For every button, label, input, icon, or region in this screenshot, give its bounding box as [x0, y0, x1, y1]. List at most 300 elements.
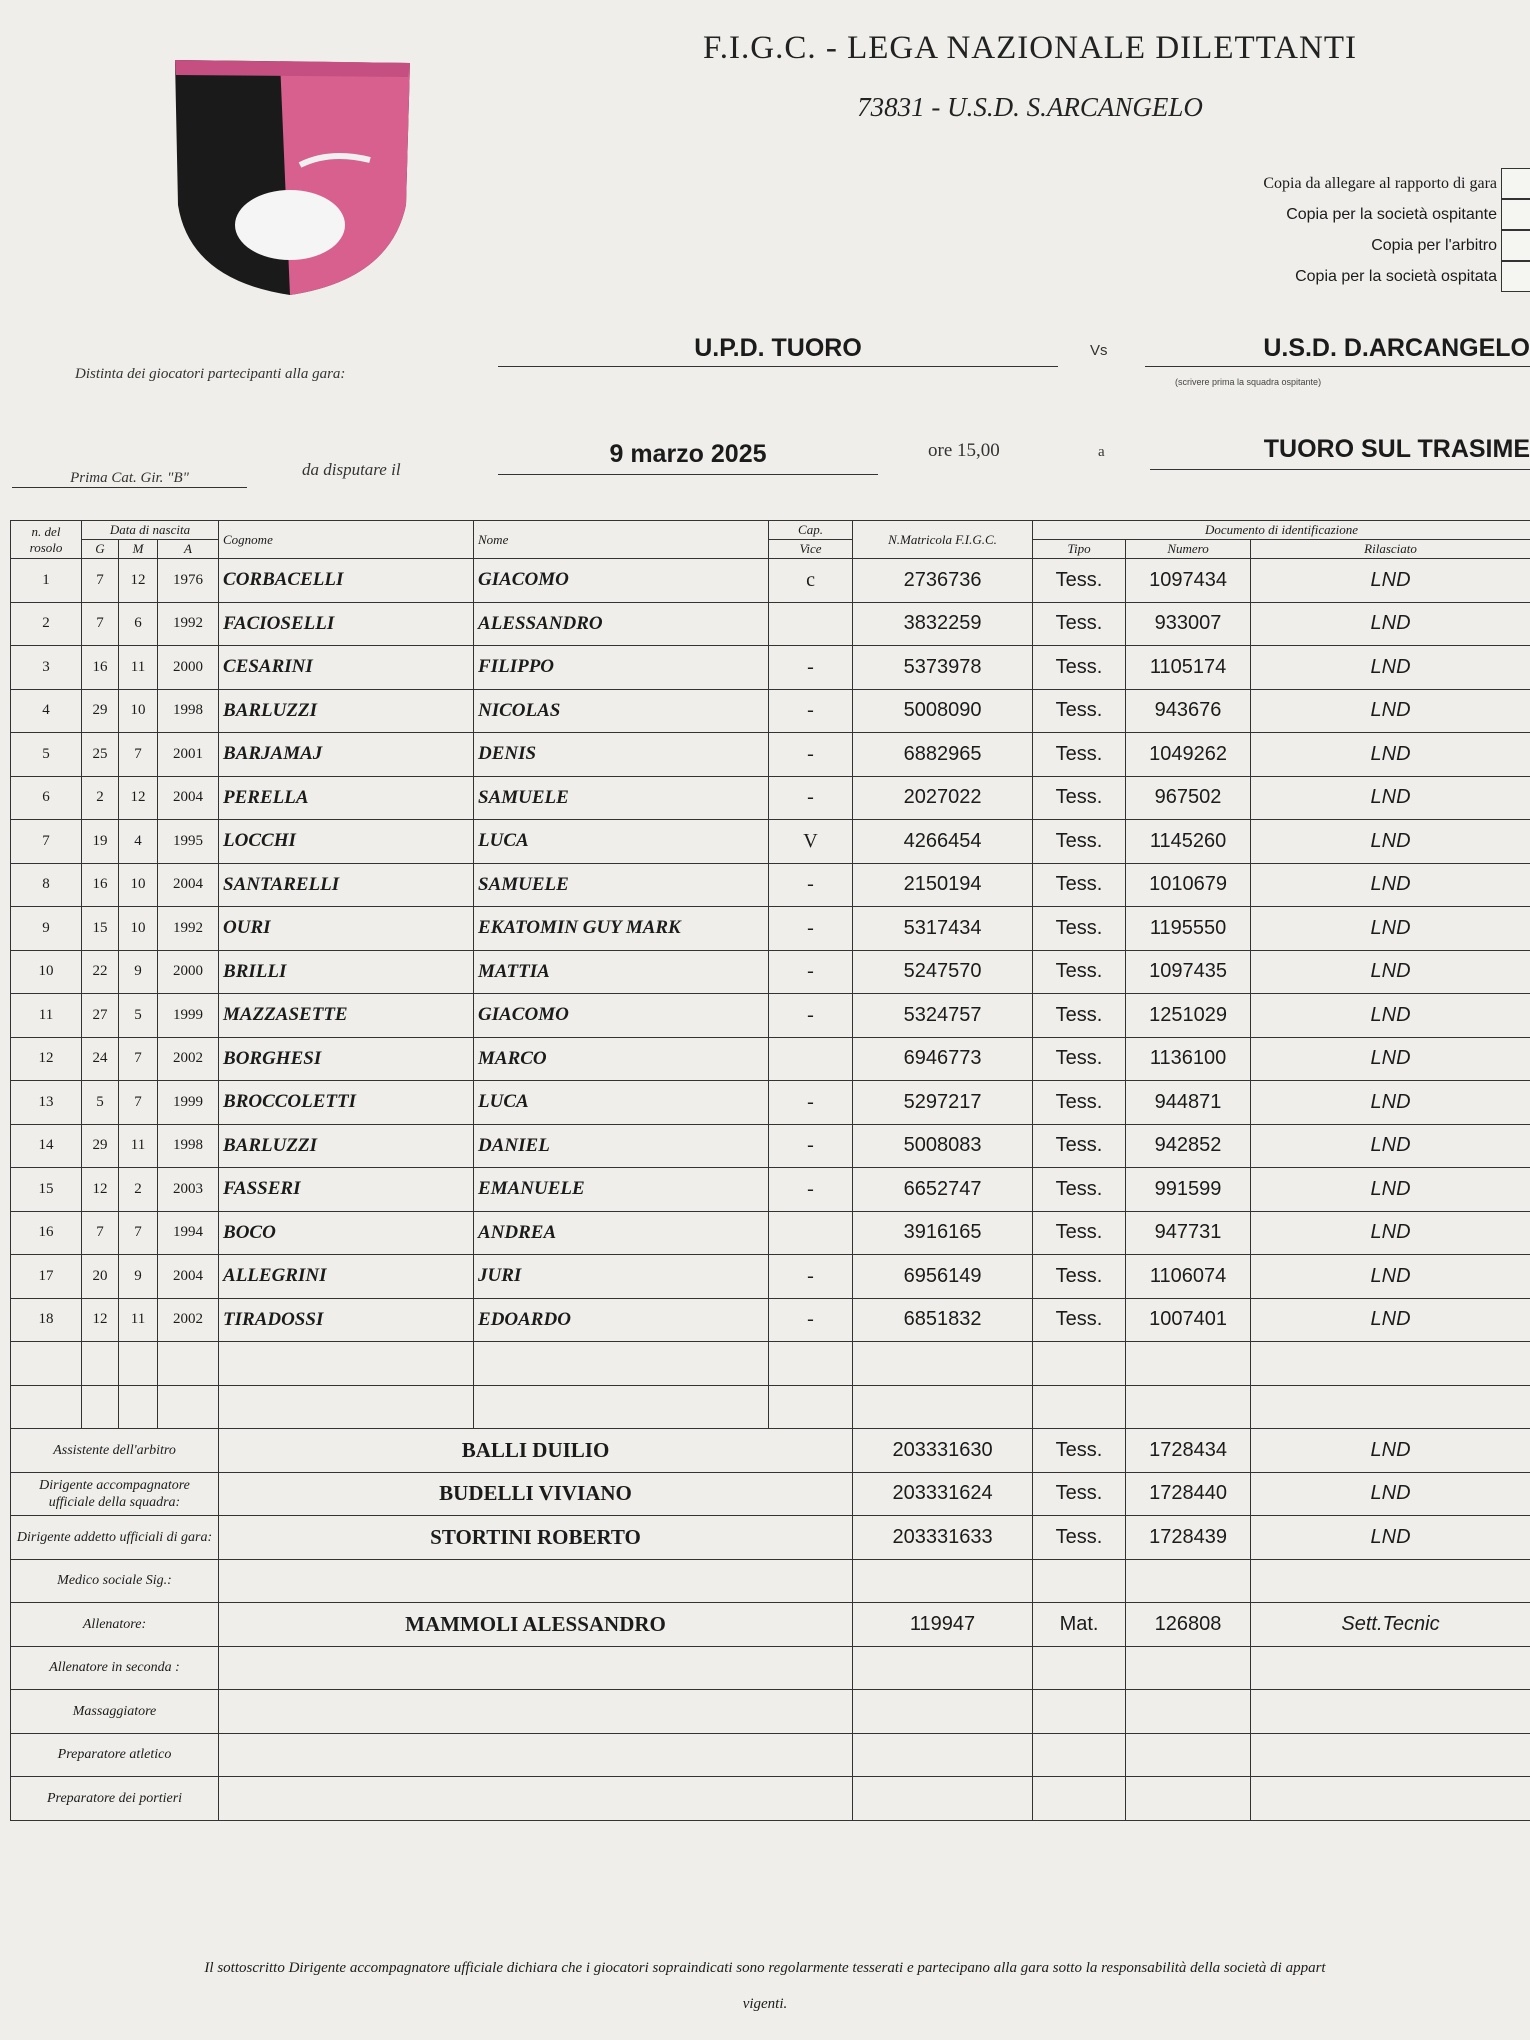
doc-issuer: LND: [1251, 1037, 1530, 1081]
table-row: [11, 559, 1530, 603]
club-logo: [170, 55, 415, 300]
player-number: 9: [11, 907, 82, 951]
player-name: MARCO: [474, 1037, 769, 1081]
col-header-numero: Numero: [1126, 540, 1251, 559]
player-surname: [219, 1342, 474, 1386]
birth-year: [158, 1385, 219, 1429]
birth-day: 5: [82, 1081, 119, 1125]
player-surname: MAZZASETTE: [219, 994, 474, 1038]
staff-role: Dirigente addetto ufficiali di gara:: [11, 1516, 219, 1560]
staff-name: [219, 1559, 853, 1603]
birth-month: 2: [119, 1168, 158, 1212]
doc-type: Tess.: [1033, 1298, 1126, 1342]
player-matricola: 6851832: [853, 1298, 1033, 1342]
birth-month: 11: [119, 646, 158, 690]
document-title: F.I.G.C. - LEGA NAZIONALE DILETTANTI: [703, 30, 1357, 66]
doc-type: Tess.: [1033, 863, 1126, 907]
birth-year: 2004: [158, 776, 219, 820]
at-label: a: [1098, 444, 1105, 460]
doc-number: 947731: [1126, 1211, 1251, 1255]
captain-mark: -: [769, 646, 853, 690]
player-name: SAMUELE: [474, 863, 769, 907]
staff-role: Medico sociale Sig.:: [11, 1559, 219, 1603]
captain-mark: -: [769, 1168, 853, 1212]
doc-type: Tess.: [1033, 1211, 1126, 1255]
player-number: 18: [11, 1298, 82, 1342]
player-surname: BOCO: [219, 1211, 474, 1255]
birth-month: 12: [119, 559, 158, 603]
doc-type: Tess.: [1033, 559, 1126, 603]
home-team: U.P.D. TUORO: [498, 334, 1058, 367]
staff-matricola: [853, 1690, 1033, 1734]
birth-year: 1998: [158, 1124, 219, 1168]
declaration: [0, 1950, 1530, 2022]
player-matricola: 3832259: [853, 602, 1033, 646]
player-surname: FASSERI: [219, 1168, 474, 1212]
staff-name: [219, 1777, 853, 1821]
col-header-m: M: [119, 540, 158, 559]
player-matricola: 5297217: [853, 1081, 1033, 1125]
table-row: [11, 1211, 1530, 1255]
col-header-tipo: Tipo: [1033, 540, 1126, 559]
player-matricola: 2027022: [853, 776, 1033, 820]
birth-month: 7: [119, 1037, 158, 1081]
birth-year: 2002: [158, 1298, 219, 1342]
doc-issuer: LND: [1251, 1298, 1530, 1342]
player-number: 7: [11, 820, 82, 864]
doc-number: 967502: [1126, 776, 1251, 820]
table-row: [11, 602, 1530, 646]
col-header-surname: Cognome: [219, 521, 474, 559]
birth-day: 25: [82, 733, 119, 777]
doc-issuer: LND: [1251, 1124, 1530, 1168]
player-number: 8: [11, 863, 82, 907]
player-matricola: 5008090: [853, 689, 1033, 733]
birth-year: 1992: [158, 907, 219, 951]
player-matricola: [853, 1385, 1033, 1429]
doc-issuer: LND: [1251, 863, 1530, 907]
player-number: [11, 1342, 82, 1386]
player-surname: LOCCHI: [219, 820, 474, 864]
birth-month: 10: [119, 689, 158, 733]
birth-month: 12: [119, 776, 158, 820]
player-number: 11: [11, 994, 82, 1038]
player-surname: ALLEGRINI: [219, 1255, 474, 1299]
birth-day: 12: [82, 1298, 119, 1342]
captain-mark: [769, 1385, 853, 1429]
col-header-birth: Data di nascita: [82, 521, 219, 540]
match-date: 9 marzo 2025: [498, 440, 878, 475]
col-header-doc: Documento di identificazione: [1033, 521, 1530, 540]
captain-mark: -: [769, 994, 853, 1038]
captain-mark: -: [769, 1081, 853, 1125]
doc-issuer: LND: [1251, 820, 1530, 864]
captain-mark: [769, 1342, 853, 1386]
player-number: 15: [11, 1168, 82, 1212]
copy-option: Copia per la società ospitata: [1110, 261, 1530, 292]
staff-doc-type: [1033, 1690, 1126, 1734]
player-number: 5: [11, 733, 82, 777]
teams-note: (scrivere prima la squadra ospitante): [1175, 377, 1322, 387]
staff-doc-number: [1126, 1559, 1251, 1603]
player-number: 12: [11, 1037, 82, 1081]
player-number: 4: [11, 689, 82, 733]
player-name: DANIEL: [474, 1124, 769, 1168]
player-name: NICOLAS: [474, 689, 769, 733]
birth-day: 22: [82, 950, 119, 994]
table-row: [11, 994, 1530, 1038]
doc-type: Tess.: [1033, 1124, 1126, 1168]
staff-doc-type: [1033, 1777, 1126, 1821]
birth-day: 16: [82, 646, 119, 690]
staff-doc-number: [1126, 1646, 1251, 1690]
staff-doc-issuer: [1251, 1559, 1530, 1603]
doc-type: Tess.: [1033, 733, 1126, 777]
staff-name: BALLI DUILIO: [219, 1429, 853, 1473]
table-row: [11, 1124, 1530, 1168]
copy-checkbox[interactable]: [1501, 261, 1530, 292]
table-row: [11, 1037, 1530, 1081]
doc-number: 1195550: [1126, 907, 1251, 951]
col-header-name: Nome: [474, 521, 769, 559]
staff-role: Preparatore dei portieri: [11, 1777, 219, 1821]
birth-day: 15: [82, 907, 119, 951]
copy-option: Copia da allegare al rapporto di gara: [1110, 168, 1530, 199]
table-row: [11, 1081, 1530, 1125]
player-surname: BRILLI: [219, 950, 474, 994]
col-header-cap: Cap.: [769, 521, 853, 540]
doc-type: Tess.: [1033, 1255, 1126, 1299]
birth-day: 29: [82, 1124, 119, 1168]
doc-number: 943676: [1126, 689, 1251, 733]
doc-issuer: LND: [1251, 1255, 1530, 1299]
doc-issuer: LND: [1251, 602, 1530, 646]
doc-type: Tess.: [1033, 950, 1126, 994]
player-matricola: 3916165: [853, 1211, 1033, 1255]
player-name: [474, 1342, 769, 1386]
player-name: ALESSANDRO: [474, 602, 769, 646]
match-time: ore 15,00: [928, 440, 1000, 461]
col-header-matricola: N.Matricola F.I.G.C.: [853, 521, 1033, 559]
doc-number: 1136100: [1126, 1037, 1251, 1081]
doc-number: [1126, 1385, 1251, 1429]
staff-doc-issuer: LND: [1251, 1429, 1530, 1473]
doc-issuer: LND: [1251, 907, 1530, 951]
table-row: [11, 1385, 1530, 1429]
player-name: [474, 1385, 769, 1429]
col-header-a: A: [158, 540, 219, 559]
player-number: 3: [11, 646, 82, 690]
birth-month: 9: [119, 950, 158, 994]
player-name: EKATOMIN GUY MARK: [474, 907, 769, 951]
player-name: GIACOMO: [474, 994, 769, 1038]
captain-mark: -: [769, 689, 853, 733]
staff-doc-issuer: [1251, 1690, 1530, 1734]
player-matricola: 4266454: [853, 820, 1033, 864]
staff-doc-type: [1033, 1733, 1126, 1777]
doc-issuer: LND: [1251, 994, 1530, 1038]
player-name: EDOARDO: [474, 1298, 769, 1342]
staff-name: BUDELLI VIVIANO: [219, 1472, 853, 1516]
staff-matricola: [853, 1777, 1033, 1821]
staff-doc-number: 1728434: [1126, 1429, 1251, 1473]
player-matricola: 5317434: [853, 907, 1033, 951]
birth-day: [82, 1342, 119, 1386]
table-row: [11, 689, 1530, 733]
table-row: [11, 950, 1530, 994]
player-name: ANDREA: [474, 1211, 769, 1255]
captain-mark: -: [769, 733, 853, 777]
birth-day: 7: [82, 602, 119, 646]
birth-day: 2: [82, 776, 119, 820]
player-surname: BROCCOLETTI: [219, 1081, 474, 1125]
staff-name: [219, 1690, 853, 1734]
staff-matricola: [853, 1559, 1033, 1603]
birth-year: 1999: [158, 994, 219, 1038]
player-name: LUCA: [474, 820, 769, 864]
captain-mark: [769, 602, 853, 646]
staff-doc-number: 126808: [1126, 1603, 1251, 1647]
declaration-text: Il sottoscritto Dirigente accompagnatore ufficiale dichiara che i giocatori sopraindicati sono regolarmente tesserati e partecipano alla gara sotto la responsabilità della società di appart: [204, 1960, 1326, 1976]
captain-mark: V: [769, 820, 853, 864]
player-name: EMANUELE: [474, 1168, 769, 1212]
staff-role: Dirigente accompagnatore ufficiale della squadra:: [11, 1472, 219, 1516]
birth-day: 16: [82, 863, 119, 907]
birth-day: 19: [82, 820, 119, 864]
player-surname: CESARINI: [219, 646, 474, 690]
doc-issuer: LND: [1251, 1211, 1530, 1255]
doc-type: Tess.: [1033, 820, 1126, 864]
doc-number: 1251029: [1126, 994, 1251, 1038]
date-label: da disputare il: [302, 460, 401, 479]
table-row: [11, 1168, 1530, 1212]
birth-year: 2000: [158, 646, 219, 690]
player-surname: OURI: [219, 907, 474, 951]
player-matricola: 5008083: [853, 1124, 1033, 1168]
copy-option: Copia per l'arbitro: [1110, 230, 1530, 261]
staff-doc-number: [1126, 1733, 1251, 1777]
staff-row: [11, 1603, 1530, 1647]
birth-year: 1998: [158, 689, 219, 733]
doc-type: Tess.: [1033, 689, 1126, 733]
player-number: 16: [11, 1211, 82, 1255]
doc-number: 942852: [1126, 1124, 1251, 1168]
doc-number: 1145260: [1126, 820, 1251, 864]
player-matricola: 2150194: [853, 863, 1033, 907]
copy-checkbox[interactable]: [1501, 230, 1530, 261]
staff-name: STORTINI ROBERTO: [219, 1516, 853, 1560]
table-row: [11, 646, 1530, 690]
birth-month: 5: [119, 994, 158, 1038]
staff-matricola: 203331630: [853, 1429, 1033, 1473]
player-surname: [219, 1385, 474, 1429]
birth-month: 9: [119, 1255, 158, 1299]
copy-checkbox[interactable]: [1501, 168, 1530, 199]
table-row: [11, 1255, 1530, 1299]
staff-row: [11, 1777, 1530, 1821]
birth-day: 27: [82, 994, 119, 1038]
player-matricola: 6882965: [853, 733, 1033, 777]
doc-number: 991599: [1126, 1168, 1251, 1212]
staff-row: [11, 1429, 1530, 1473]
roster-table: [10, 520, 1530, 1821]
player-surname: SANTARELLI: [219, 863, 474, 907]
birth-day: 29: [82, 689, 119, 733]
player-number: 10: [11, 950, 82, 994]
captain-mark: -: [769, 1298, 853, 1342]
birth-month: 10: [119, 907, 158, 951]
declaration-text-end: vigenti.: [742, 1996, 788, 2012]
player-number: 14: [11, 1124, 82, 1168]
player-surname: TIRADOSSI: [219, 1298, 474, 1342]
staff-doc-type: [1033, 1646, 1126, 1690]
birth-day: 20: [82, 1255, 119, 1299]
birth-month: 10: [119, 863, 158, 907]
birth-month: 6: [119, 602, 158, 646]
birth-year: 2004: [158, 863, 219, 907]
captain-mark: -: [769, 1255, 853, 1299]
doc-number: 1010679: [1126, 863, 1251, 907]
category: Prima Cat. Gir. "B": [12, 470, 247, 488]
birth-year: 2002: [158, 1037, 219, 1081]
staff-matricola: [853, 1733, 1033, 1777]
player-surname: PERELLA: [219, 776, 474, 820]
doc-type: Tess.: [1033, 994, 1126, 1038]
player-surname: CORBACELLI: [219, 559, 474, 603]
player-matricola: 6946773: [853, 1037, 1033, 1081]
staff-matricola: 119947: [853, 1603, 1033, 1647]
copy-checklist: [1110, 168, 1530, 292]
staff-row: [11, 1472, 1530, 1516]
player-matricola: 6652747: [853, 1168, 1033, 1212]
birth-day: 12: [82, 1168, 119, 1212]
birth-day: [82, 1385, 119, 1429]
staff-doc-number: 1728439: [1126, 1516, 1251, 1560]
doc-number: 1097434: [1126, 559, 1251, 603]
player-name: JURI: [474, 1255, 769, 1299]
doc-issuer: [1251, 1342, 1530, 1386]
away-team: U.S.D. D.ARCANGELO: [1145, 334, 1530, 367]
captain-mark: -: [769, 907, 853, 951]
doc-type: Tess.: [1033, 1168, 1126, 1212]
copy-option: Copia per la società ospitante: [1110, 199, 1530, 230]
birth-year: 1992: [158, 602, 219, 646]
captain-mark: -: [769, 863, 853, 907]
doc-issuer: LND: [1251, 733, 1530, 777]
player-surname: BORGHESI: [219, 1037, 474, 1081]
birth-year: 2004: [158, 1255, 219, 1299]
table-row: [11, 1298, 1530, 1342]
player-surname: FACIOSELLI: [219, 602, 474, 646]
player-surname: BARLUZZI: [219, 689, 474, 733]
table-row: [11, 820, 1530, 864]
staff-matricola: [853, 1646, 1033, 1690]
staff-row: [11, 1516, 1530, 1560]
staff-doc-number: [1126, 1777, 1251, 1821]
doc-issuer: [1251, 1385, 1530, 1429]
player-number: 1: [11, 559, 82, 603]
captain-mark: [769, 1037, 853, 1081]
birth-year: 2003: [158, 1168, 219, 1212]
doc-issuer: LND: [1251, 559, 1530, 603]
col-header-rilasciato: Rilasciato: [1251, 540, 1530, 559]
staff-role: Allenatore:: [11, 1603, 219, 1647]
doc-issuer: LND: [1251, 776, 1530, 820]
staff-role: Massaggiatore: [11, 1690, 219, 1734]
doc-number: 1106074: [1126, 1255, 1251, 1299]
birth-year: 1995: [158, 820, 219, 864]
birth-year: [158, 1342, 219, 1386]
player-matricola: [853, 1342, 1033, 1386]
club-subtitle: 73831 - U.S.D. S.ARCANGELO: [857, 92, 1203, 122]
col-header-num: n. del rosolo: [11, 521, 82, 559]
birth-day: 7: [82, 1211, 119, 1255]
doc-issuer: LND: [1251, 646, 1530, 690]
staff-doc-issuer: [1251, 1733, 1530, 1777]
player-surname: BARJAMAJ: [219, 733, 474, 777]
player-name: GIACOMO: [474, 559, 769, 603]
table-row: [11, 863, 1530, 907]
vs-label: Vs: [1090, 342, 1108, 359]
doc-type: Tess.: [1033, 776, 1126, 820]
birth-month: 7: [119, 1081, 158, 1125]
player-name: LUCA: [474, 1081, 769, 1125]
player-number: [11, 1385, 82, 1429]
player-matricola: 6956149: [853, 1255, 1033, 1299]
copy-checkbox[interactable]: [1501, 199, 1530, 230]
player-matricola: 5373978: [853, 646, 1033, 690]
doc-number: [1126, 1342, 1251, 1386]
staff-name: [219, 1646, 853, 1690]
staff-name: MAMMOLI ALESSANDRO: [219, 1603, 853, 1647]
roster-label: Distinta dei giocatori partecipanti alla gara:: [75, 366, 346, 382]
player-number: 17: [11, 1255, 82, 1299]
player-matricola: 2736736: [853, 559, 1033, 603]
player-name: MATTIA: [474, 950, 769, 994]
doc-issuer: LND: [1251, 1081, 1530, 1125]
birth-day: 7: [82, 559, 119, 603]
doc-type: Tess.: [1033, 1081, 1126, 1125]
doc-number: 1007401: [1126, 1298, 1251, 1342]
staff-row: [11, 1559, 1530, 1603]
birth-year: 1994: [158, 1211, 219, 1255]
doc-issuer: LND: [1251, 1168, 1530, 1212]
birth-month: [119, 1342, 158, 1386]
staff-doc-type: Tess.: [1033, 1516, 1126, 1560]
birth-year: 1976: [158, 559, 219, 603]
birth-year: 2001: [158, 733, 219, 777]
birth-month: [119, 1385, 158, 1429]
table-row: [11, 733, 1530, 777]
captain-mark: c: [769, 559, 853, 603]
birth-day: 24: [82, 1037, 119, 1081]
col-header-g: G: [82, 540, 119, 559]
staff-doc-issuer: LND: [1251, 1472, 1530, 1516]
doc-type: [1033, 1385, 1126, 1429]
doc-issuer: LND: [1251, 950, 1530, 994]
player-name: FILIPPO: [474, 646, 769, 690]
staff-name: [219, 1733, 853, 1777]
staff-row: [11, 1733, 1530, 1777]
doc-type: Tess.: [1033, 1037, 1126, 1081]
doc-number: 933007: [1126, 602, 1251, 646]
birth-month: 4: [119, 820, 158, 864]
staff-matricola: 203331624: [853, 1472, 1033, 1516]
birth-year: 2000: [158, 950, 219, 994]
doc-type: Tess.: [1033, 907, 1126, 951]
staff-role: Preparatore atletico: [11, 1733, 219, 1777]
birth-month: 7: [119, 1211, 158, 1255]
